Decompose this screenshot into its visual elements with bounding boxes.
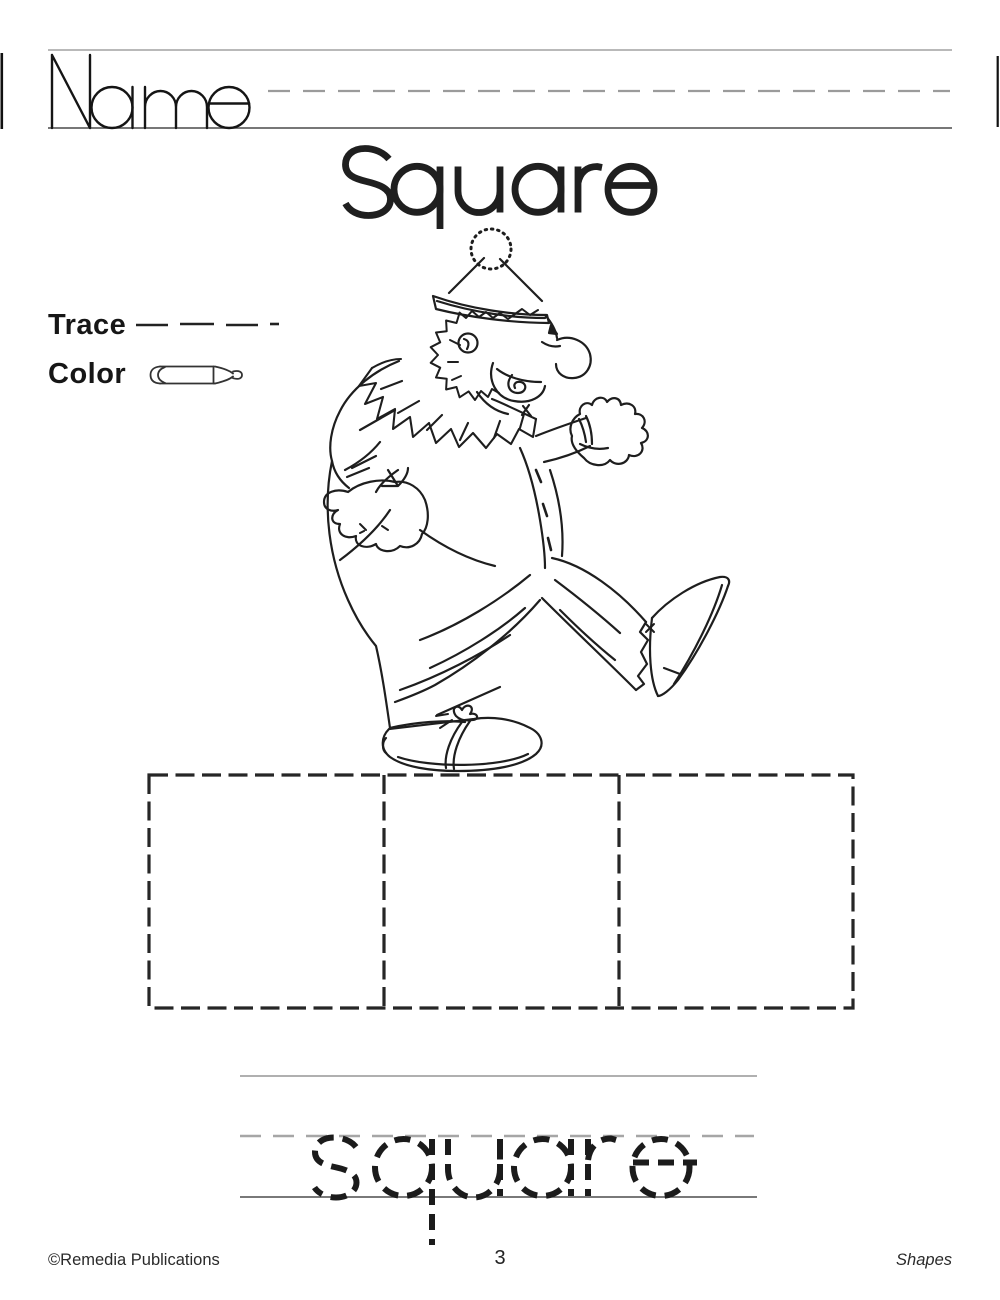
clown-collar [359,359,536,448]
clown-ear [459,334,478,353]
crayon-icon [151,367,243,384]
trace-squares[interactable] [149,775,853,1008]
word-letter-s [315,1138,357,1198]
word-letter-e-bowl [633,1139,690,1196]
clown-illustration[interactable] [324,229,729,771]
name-word [52,55,250,128]
clown-legs [328,461,654,728]
trace-square-cell-3[interactable] [619,775,853,1008]
word-letter-a-bowl [514,1139,571,1196]
word-letter-r [588,1139,616,1197]
nose [556,338,591,378]
page-edge-mark-left [1,53,4,129]
clown-left-arm [324,468,428,551]
trace-label: Trace [48,309,127,341]
clown-right-arm [536,398,648,465]
trace-word[interactable] [315,1138,698,1246]
footer-copyright: ©Remedia Publications [48,1251,220,1269]
cheek-line [542,342,560,347]
eye [549,325,557,334]
title-letter-r [578,167,602,213]
tongue-swirl [508,375,525,393]
title-letter-u [458,167,500,213]
letter-a-bowl [92,87,133,128]
smile-line [497,369,541,382]
trace-square-cell-2[interactable] [384,775,619,1008]
word-letter-u [448,1139,500,1198]
page-edge-mark-right [997,56,999,127]
clown-left-shoe [383,706,542,771]
name-writing-line[interactable] [48,50,952,128]
letter-e-bowl [209,87,250,128]
name-writing-area[interactable] [260,52,950,128]
trace-square-cell-1[interactable] [149,775,384,1008]
color-label: Color [48,358,127,390]
clown-body [330,361,562,568]
page-title [346,149,656,230]
letter-m [145,87,207,128]
footer-series-title: Shapes [896,1251,952,1269]
word-letter-q-bowl [375,1139,432,1196]
trace-sample-dashes [136,324,279,325]
title-letter-S [346,149,391,216]
letter-N [52,55,90,128]
title-letter-e-bowl [608,166,654,212]
footer-page-number: 3 [494,1247,506,1269]
clown-right-shoe [650,577,729,696]
title-letter-a-bowl [515,166,561,212]
open-hand [570,398,647,465]
title-letter-q-bowl [394,166,440,212]
